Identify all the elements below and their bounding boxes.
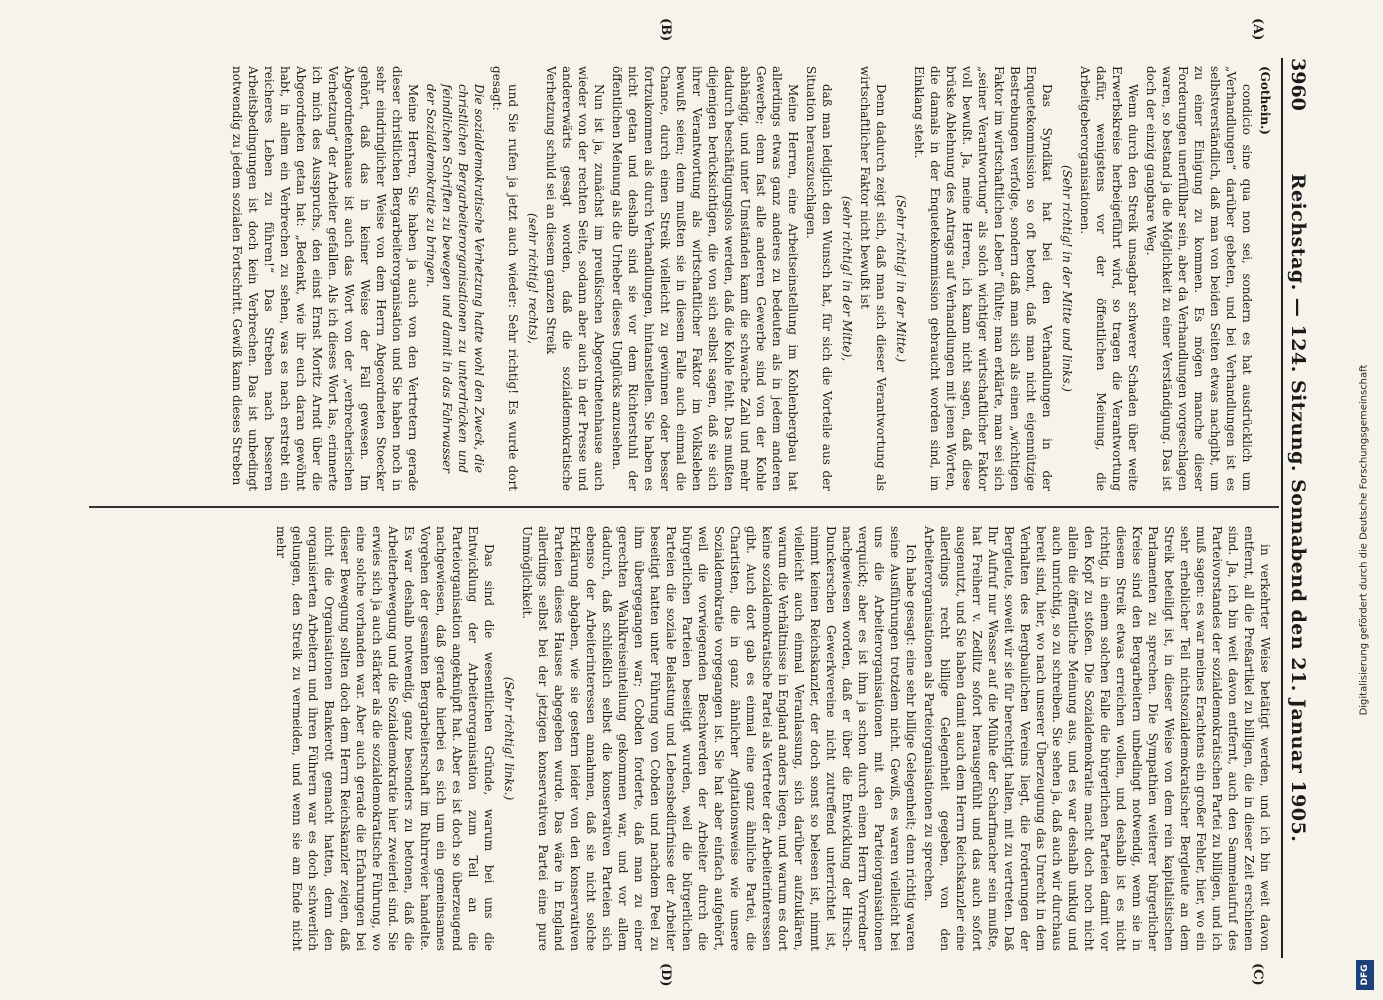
right-paragraph: in verkehrter Weise betätigt werden, und ich bin weit davon entfernt, all die Preßartikel zu billigen, die in dieser Zeit erschienen sind. Ja, ich bin weit davon entfernt, auch den Sammelaufruf des Parteivorstandes der sozialdemokratischen Partei zu billigen, und ich muß sagen: es war meines Erachtens ein großer Fehler, hier, wo ein sehr erheblicher Teil nichtsozialdemokratischer Bergleute an dem Streik beteiligt ist, in dieser Weise von dem rein kapitalistischen Parlamenten zu sprechen. Die Sympathien weiterer bürgerlicher Kreise sind den Bergarbeitern unbedingt notwendig, wenn sie in diesem Streik etwas erreichen wollen, und deshalb ist es nicht richtig, in einem solchen Falle die bürgerlichen Parteien damit vor den Kopf zu stoßen. Die Sozialdemokratie macht doch noch nicht allein die öffentliche Meinung aus, und es war deshalb unklug und auch unrichtig, so zu schreiben. Sie sehen ja, daß auch wir durchaus bereit sind, hier, wo nach unserer Überzeugung das Unrecht in dem Verhalten des Bergbaulichen Vereins liegt, die Forderungen der Bergleute, soweit wir sie für berechtigt halten, mit zu vertreten. Daß Ihr Aufruf nur Wasser auf die Mühle der Scharfmacher sein mußte, hat Freiherr v. Zedlitz sofort herausgefühlt und das auch sofort ausgenutzt, und Sie haben damit auch dem Herrn Reichskanzler eine allerdings recht billige Gelegenheit gegeben, von den Arbeiterorganisationen als Parteiorganisationen zu sprechen.: [922, 526, 1272, 951]
page-content: [83, 18, 1313, 987]
margin-mark-c: (C): [1250, 963, 1265, 986]
page-title: Reichstag. — 124. Sitzung. Sonnabend den 21. Januar 1905.: [1287, 173, 1309, 843]
dfg-logo-text: DFG: [1360, 964, 1370, 986]
page-number: 3960: [1287, 58, 1309, 111]
left-paragraph: Das Syndikat hat bei den Verhandlungen in der Enquetekommission so oft betont, daß man nicht eigennützige Bestrebungen verfolge, sondern daß man sich als einen „wichtigen Faktor im wirtschaftlichen Leben“ fühlte; man erklärte, man sei sich „seiner Verantwortung“ als solch wichtiger wirtschaftlicher Faktor voll bewußt. Ja, meine Herren, ich kann nicht sagen, daß diese brüske Ablehnung des Antrags auf Verhandlungen mit jenen Worten, die damals in der Enquetekommission gebraucht worden sind, im Einklang steht.: [912, 66, 1054, 491]
left-paragraph: condicio sine qua non sei, sondern es hat ausdrücklich um „Verhandlungen“ darüber gebeten, und bei Verhandlungen ist es selbstverständlich, daß man von beiden Seiten etwas nachgibt, um zu einer Einigung zu kommen. Es mögen manche dieser Forderungen unerfüllbar sein, aber da Verhandlungen vorgeschlagen waren, so bestand ja die Möglichkeit zu einer Verständigung. Das ist doch der einzig gangbare Weg.: [1144, 66, 1254, 491]
left-paragraph: Denn dadurch zeigt sich, daß man sich dieser Verantwortung als wirtschaftlicher Faktor nicht bewußt ist: [858, 66, 888, 491]
left-paragraph: daß man lediglich den Wunsch hat, für sich die Vorteile aus der Situation herauszuschlagen.: [804, 66, 834, 491]
left-paragraph: Meine Herren, Sie haben ja auch von den Vertretern gerade dieser christlichen Bergarbeiterorganisation und Sie haben noch in sehr eindringlicher Weise von dem Herrn Abgeordneten Stoecker gehört, daß das in keiner Weise der Fall gewesen. Im Abgeordnetenhause ist auch das Wort von der „verbrecherischen Verhetzung“ der Arbeiter gefallen. Als ich dieses Wort las, erinnerte ich mich des Ausspruchs, den einst Ernst Moritz Arndt über die Abgeordneten getan hat: „Bedenkt, wie ihr euch daran gewöhnt habt, in allem ein Verbrechen zu sehen, was es nach erstrebt ein reicheres Leben zu führen!“ Das Streben nach besseren Arbeitsbedingungen ist doch kein Verbrechen. Das ist unbedingt notwendig zu jedem sozialen Fortschritt. Gewiß kann dieses Streben: [230, 66, 420, 491]
left-interjection: (sehr richtig! in der Mitte),: [840, 195, 854, 362]
left-paragraph: und Sie rufen ja jetzt auch wieder: Sehr richtig! Es wurde dort gesagt:: [490, 66, 520, 491]
right-column: [88, 526, 1273, 951]
margin-mark-b: (B): [658, 18, 673, 42]
right-interjection: (Sehr richtig! links.): [502, 676, 516, 801]
page-header: [1281, 58, 1313, 958]
left-paragraph: Meine Herren, eine Arbeitseinstellung im Kohlenbergbau hat allerdings etwas ganz anderes zu bedeuten als in jedem anderen Gewerbe; denn fast alle anderen Gewerbe sind von der Kohle abhängig, und unter Umständen kann die schwache Zahl und mehr dadurch beschäftigungslos werden, daß die Kohle fehlt. Das mußten diejenigen berücksichtigen, die von sich selbst sagen, daß sie sich ihrer Verantwortung als wirtschaftlicher Faktor im Volksleben bewußt seien; denn mußten sie in diesem Falle auch einmal die Chance, durch einen Streik vielleicht zu gewinnen oder besser fortzukommen als durch Verhandlungen, hintanstellen. Sie haben es nicht getan und deshalb sind sie vor dem Richterstuhl der öffentlichen Meinung als die Urheber dieses Unglücks anzusehen.: [610, 66, 800, 491]
digitization-credit: [1356, 90, 1372, 990]
left-interjection: (sehr richtig! rechts),: [526, 213, 540, 344]
margin-mark-d: (D): [658, 963, 673, 987]
left-paragraph: Wenn durch den Streik unsagbar schwerer Schaden über weite Erwerbskreise herbeigeführt wird, so tragen die Verantwortung dafür, wenigstens vor der öffentlichen Meinung, die Arbeitgeberorganisationen.: [1078, 66, 1140, 491]
margin-mark-a: (A): [1250, 18, 1265, 41]
column-divider: [89, 506, 1279, 508]
digitization-credit-text: Digitalisierung gefördert durch die Deutsche Forschungsgemeinschaft: [1358, 364, 1370, 716]
dfg-logo: [1356, 960, 1374, 990]
right-paragraph: Ich habe gesagt: eine sehr billige Gelegenheit; denn richtig waren seine Ausführungen trotzdem nicht. Gewiß, es waren vielleicht bei uns die Arbeiterorganisationen mit den Parteiorganisationen verquickt; aber es ist ihm ja schon durch einen Herrn Vorredner nachgewiesen worden, daß er über die Entwicklung der Hirsch-Dunckerschen Gewerkvereine nicht zutreffend unterrichtet ist, nimmt keinen Reichskanzler, der doch sonst so belesen ist, nimmt vielleicht auch einmal Veranlassung, sich darüber aufzuklären, warum die Verhältnisse in England anders liegen, und warum es dort keine sozialdemokratische Partei als Vertreter der Arbeiterinteressen gibt. Auch dort gab es einmal eine ganz ähnliche Partei, die Chartisten, die in ganz ähnlicher Agitationsweise wie unsere Sozialdemokratie vorgegangen ist. Sie hat aber einfach aufgehört, weil die vorwiegenden Beschwerden der Arbeiter durch die bürgerlichen Parteien beseitigt wurden, weil die bürgerlichen Parteien die soziale Belastung und Lebensbedürfnisse der Arbeiter beseitigt hatten unter Führung von Cobden und nachdem Peel zu ihm übergegangen war; Cobden forderte, daß man zu einer gerechten Wahlkreiseinteilung gekommen war, und vor allem dadurch, daß schließlich selbst die konservativen Parteien sich ebenso der Arbeiterinteressen annahmen, daß sie nicht solche Erklärung abgaben, wie sie gestern leider von den konservativen Parteien dieses Hauses abgegeben wurde. Das wäre in England allerdings selbst bei der jetzigen konservativen Partei eine pure Unmöglichkeit.: [520, 526, 918, 951]
left-paragraph: Nun ist ja, zunächst im preußischen Abgeordnetenhause auch wieder von der rechten Seite, sodann aber auch in der Presse und andererwärts gesagt worden, daß die sozialdemokratische Verhetzung schuld sei an diesem ganzen Streik: [544, 66, 606, 491]
left-quotation: Die sozialdemokratische Verhetzung hatte wohl den Zweck, die christlichen Bergarbeiterorganisationen zu unterdrücken und feindlichen Schriften zu bewegen und damit in das Fahrwasser der Sozialdemokratie zu bringen.: [424, 84, 486, 473]
left-speaker-name: (Gothein.): [1258, 66, 1272, 135]
left-interjection: (Sehr richtig! in der Mitte.): [894, 194, 908, 363]
right-paragraph: Das sind die wesentlichen Gründe, warum bei uns die Entwicklung der Arbeiterorganisation zum Teil an die Parteiorganisation angeknüpft hat. Aber es ist doch so überzeugend nachgewiesen, daß gerade hierbei es sich um ein gemeinsames Vorgehen der gesamten Bergarbeiterschaft im Ruhrrevier handelte. Es war deshalb notwendig, ganz besonders zu betonen, daß die Arbeiterbewegung und die Sozialdemokratie hier zweierlei sind. Sie erwies sich ja auch stärker als die sozialdemokratische Führung, wo eine solche vorhanden war. Aber auch gerade die Erfahrungen bei dieser Bewegung sollten doch dem Herrn Reichskanzler zeigen, daß nicht die Organisationen Bankerott gemacht hatten, denn den organisierten Arbeitern und ihren Führern war es doch schwerlich gelungen, den Streik zu vermeiden, und wenn sie am Ende nicht mehr: [274, 526, 496, 951]
left-interjection: (Sehr richtig! in der Mitte und links.): [1060, 165, 1074, 392]
left-column: [88, 66, 1273, 491]
